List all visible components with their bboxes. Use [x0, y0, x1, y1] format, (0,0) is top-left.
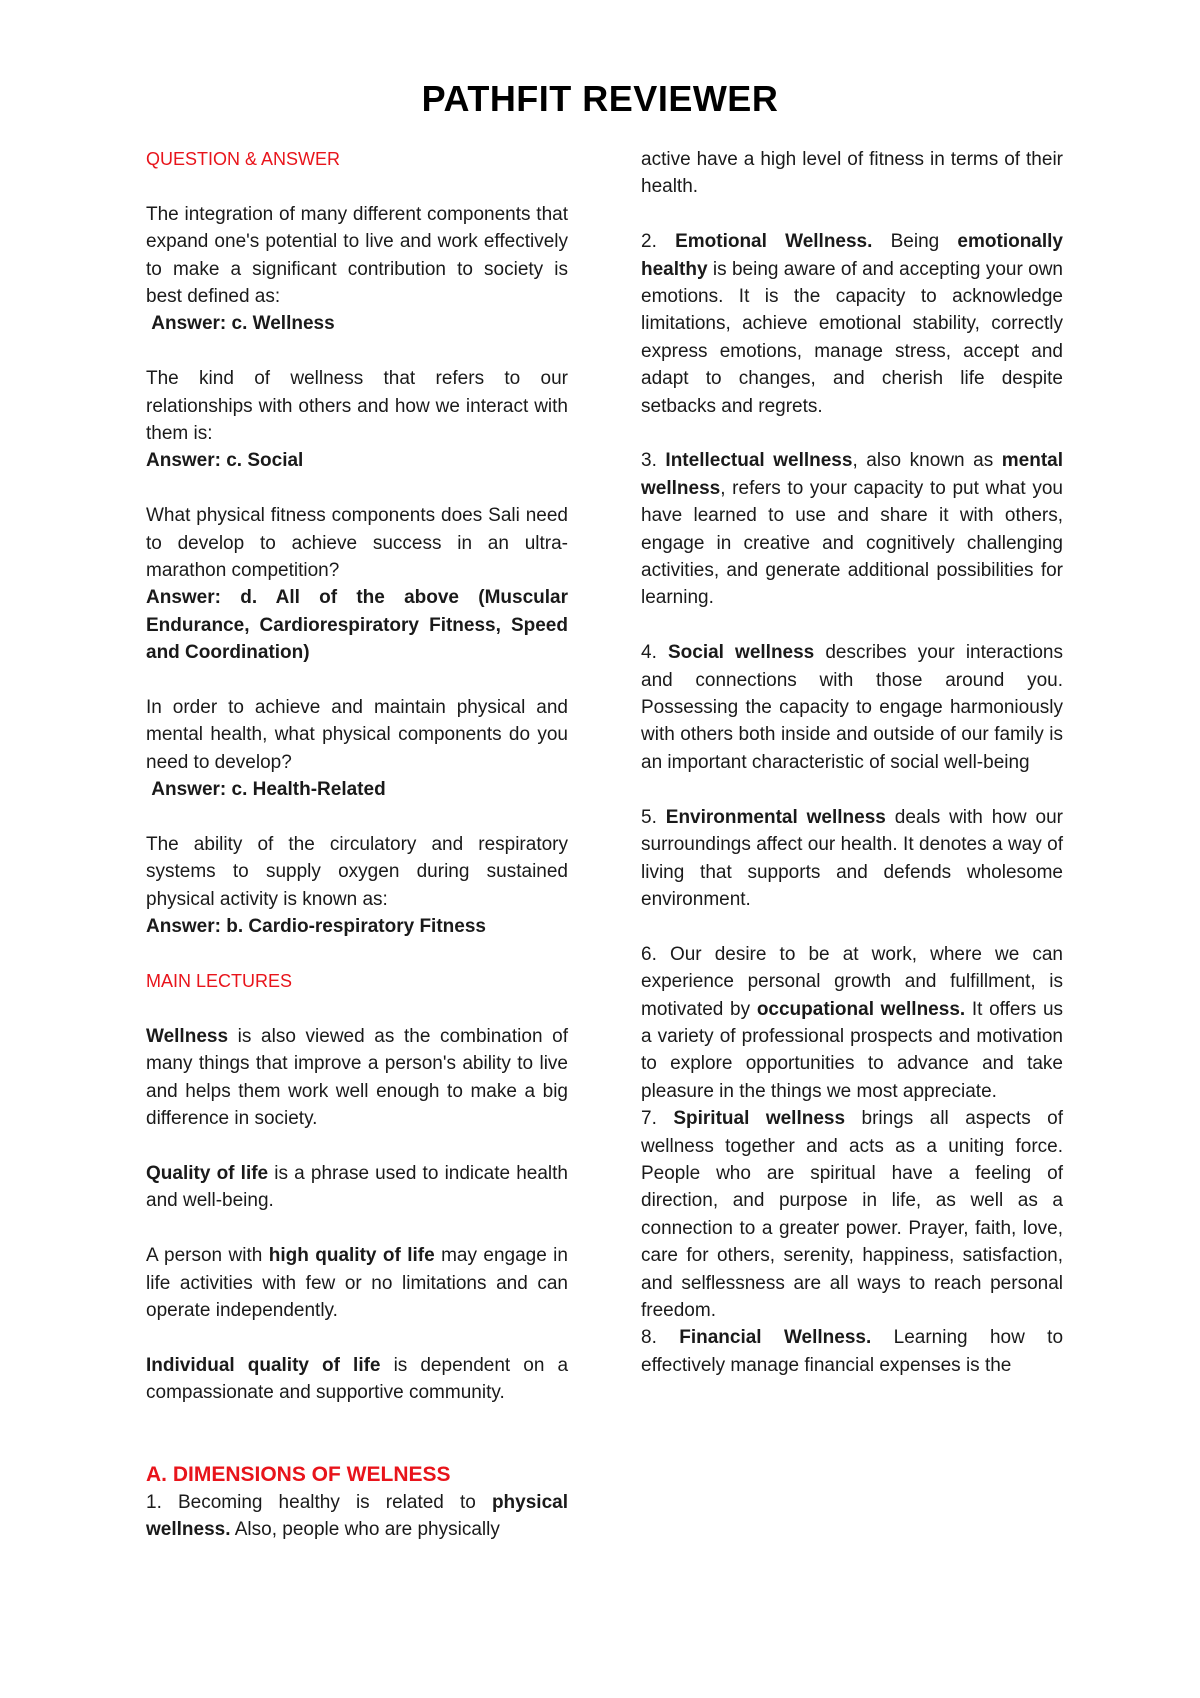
lectures-heading: MAIN LECTURES: [146, 971, 293, 992]
page-title: PATHFIT REVIEWER: [421, 78, 779, 119]
answer-5: Answer: b. Cardio-respiratory Fitness: [146, 916, 486, 938]
answer-2: Answer: c. Social: [146, 450, 304, 472]
question-3: What physical fitness components does Sali need to develop to achieve success in an ultra-marathon competition?: [146, 505, 568, 582]
question-4: In order to achieve and maintain physical and mental health, what physical components do you need to develop?: [146, 697, 568, 773]
dimension-4-paragraph: 4. Social wellness describes your interactions and connections with those around you. Possessing the capacity to engage harmoniously with others both inside and outside of our family is an important characteristic of social well-being: [641, 642, 1063, 773]
dimension-2-paragraph: 2. Emotional Wellness. Being emotionally healthy is being aware of and accepting your own emotions. It is the capacity to acknowledge limitations, achieve emotional stability, correctly express emotions, manage stress, accept and adapt to changes, and cherish life despite setbacks and regrets.: [641, 231, 1064, 417]
dimension-6-paragraph: 6. Our desire to be at work, where we can experience personal growth and fulfillment, is motivated by occupational wellness. It offers us a variety of professional prospects and motivation to explore opportunities to advance and take pleasure in the things we most appreciate.: [641, 943, 1064, 1102]
qa-heading: QUESTION & ANSWER: [146, 149, 341, 169]
wellness-paragraph: Wellness is also viewed as the combination of many things that improve a person's ability to live and helps them work well enough to make a big difference in society.: [146, 1025, 568, 1130]
individual-quality-of-life-paragraph: Individual quality of life is dependent on a compassionate and supportive community.: [146, 1354, 569, 1404]
dimension-3-paragraph: 3. Intellectual wellness, also known as mental wellness, refers to your capacity to put what you have learned to use and share it with others, engage in creative and cognitively challenging activities, and generate additional possibilities for learning.: [641, 450, 1064, 609]
high-quality-of-life-paragraph: A person with high quality of life may engage in life activities with few or no limitations and can operate independently.: [146, 1245, 568, 1321]
left-column: [146, 146, 568, 1544]
question-5: The ability of the circulatory and respiratory systems to supply oxygen during sustained physical activity is known as:: [146, 834, 568, 910]
dimension-7-paragraph: 7. Spiritual wellness brings all aspects of wellness together and acts as a uniting force. People who are spiritual have a feeling of direction, and purpose in life, as well as a connection to a greater power. Prayer, faith, love, care for others, serenity, happiness, satisfaction, and selflessness are all ways to reach personal freedom.: [641, 1108, 1064, 1321]
dimension-1-paragraph: 1. Becoming healthy is related to physical wellness. Also, people who are physically: [146, 1491, 568, 1541]
question-1: The integration of many different components that expand one's potential to live and work effectively to make a significant contribution to society is best defined as:: [146, 203, 568, 308]
dimension-5-paragraph: 5. Environmental wellness deals with how our surroundings affect our health. It denotes a way of living that supports and defends wholesome environment.: [641, 806, 1063, 910]
dimensions-heading: A. DIMENSIONS OF WELNESS: [146, 1463, 451, 1487]
question-2: The kind of wellness that refers to our relationships with others and how we interact with them is:: [146, 368, 568, 445]
dimension-8-paragraph: 8. Financial Wellness. Learning how to effectively manage financial expenses is the: [641, 1327, 1064, 1376]
answer-3: Answer: d. All of the above (Muscular Endurance, Cardiorespiratory Fitness, Speed and Coordination): [146, 587, 568, 664]
right-column: [641, 146, 1063, 1379]
answer-1: Answer: c. Wellness: [151, 313, 335, 335]
quality-of-life-paragraph: Quality of life is a phrase used to indicate health and well-being.: [146, 1162, 568, 1212]
dimension-1-continued: active have a high level of fitness in terms of their health.: [641, 149, 1063, 198]
answer-4: Answer: c. Health-Related: [151, 779, 386, 801]
